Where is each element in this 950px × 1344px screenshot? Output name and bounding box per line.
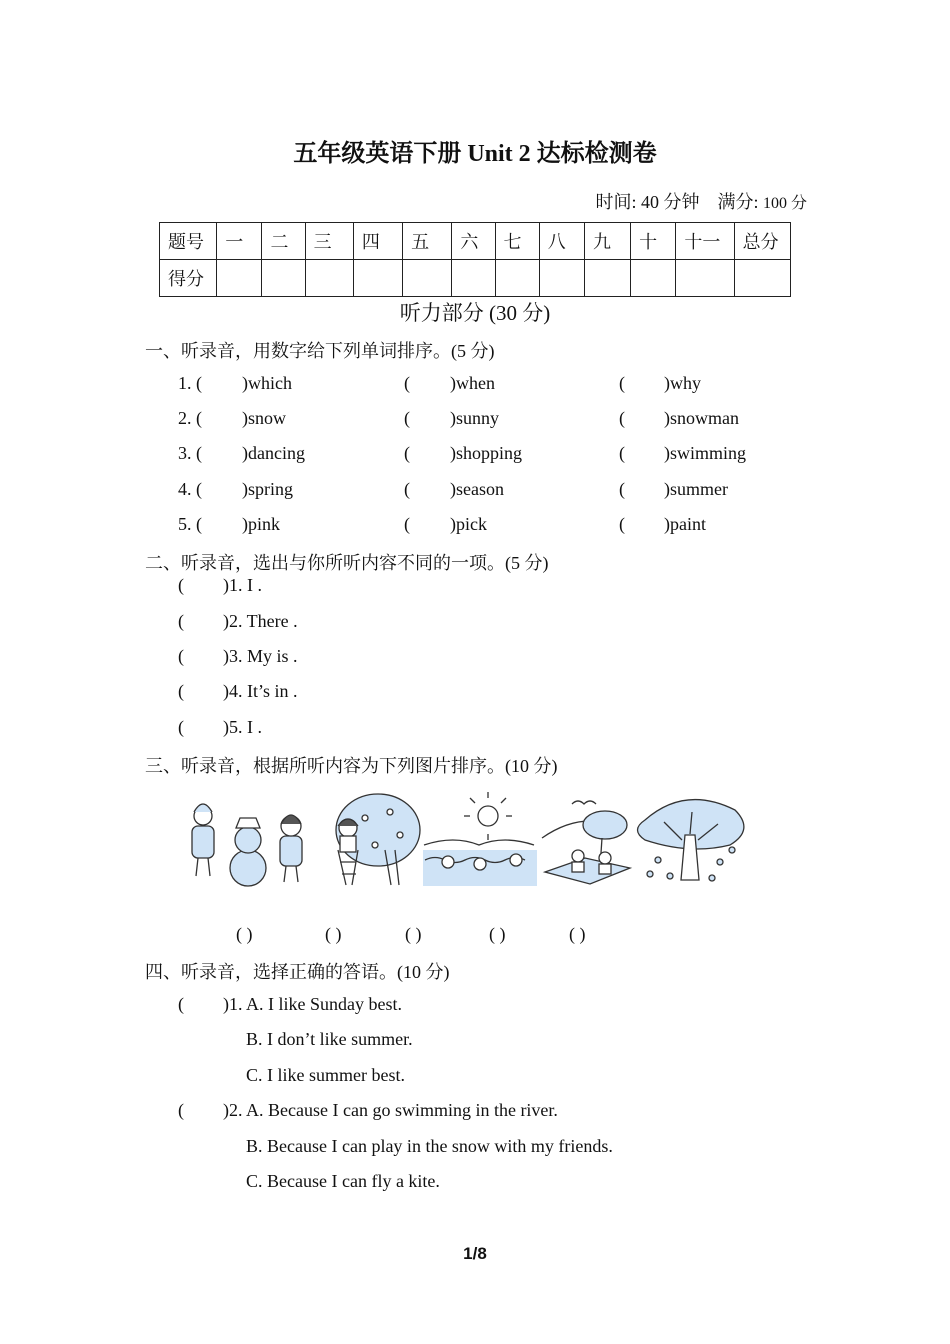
s1-row1-a: )which	[242, 373, 292, 393]
s4-q2-option-c: C. Because I can fly a kite.	[246, 1171, 440, 1191]
score-blank[interactable]	[676, 260, 734, 297]
score-blank[interactable]	[452, 260, 495, 297]
s1-row5-a: )pink	[242, 514, 280, 534]
page-title: 五年级英语下册 Unit 2 达标检测卷	[293, 141, 657, 167]
table-cell: 得分	[160, 260, 217, 297]
s1-row5-c: )paint	[664, 514, 706, 534]
s4-q1-option-b: B. I don’t like summer.	[246, 1029, 413, 1049]
s2-item-5: )5. I .	[223, 717, 262, 737]
s3-answer-bracket-4[interactable]: ( )	[489, 924, 506, 944]
s1-row1-c: )why	[664, 373, 701, 393]
autumn-tree-picture	[638, 800, 744, 881]
score-blank[interactable]	[584, 260, 630, 297]
s1-open-bracket: (	[619, 443, 625, 463]
s1-open-bracket: (	[404, 514, 410, 534]
score-blank[interactable]	[353, 260, 402, 297]
table-cell: 题号	[160, 223, 217, 260]
part-title: 听力部分 (30 分)	[399, 301, 551, 325]
s2-item-4: )4. It’s in .	[223, 681, 298, 701]
s1-open-bracket: (	[404, 443, 410, 463]
table-cell: 五	[403, 223, 452, 260]
table-cell: 十	[631, 223, 676, 260]
s1-row4-b: )season	[450, 479, 504, 499]
score-blank[interactable]	[631, 260, 676, 297]
score-blank[interactable]	[305, 260, 353, 297]
section-2-heading: 二、听录音，选出与你所听内容不同的一项。(5 分)	[145, 553, 549, 573]
s1-row3-b: )shopping	[450, 443, 522, 463]
s1-open-bracket: (	[619, 479, 625, 499]
section-1-heading: 一、听录音，用数字给下列单词排序。(5 分)	[145, 341, 495, 361]
full-score-value: 100 分	[762, 195, 807, 212]
s1-row1-b: )when	[450, 373, 495, 393]
table-cell: 三	[305, 223, 353, 260]
s2-open-bracket: (	[178, 611, 184, 631]
section-4-heading: 四、听录音，选择正确的答语。(10 分)	[145, 962, 450, 982]
s1-row1-num: 1. (	[178, 373, 202, 393]
s1-row2-a: )snow	[242, 408, 286, 428]
s3-answer-bracket-5[interactable]: ( )	[569, 924, 586, 944]
table-cell: 八	[539, 223, 584, 260]
s3-answer-bracket-2[interactable]: ( )	[325, 924, 342, 944]
s2-item-1: )1. I .	[223, 575, 262, 595]
s1-row3-c: )swimming	[664, 443, 747, 463]
picnic-picture	[542, 801, 630, 884]
s1-open-bracket: (	[404, 373, 410, 393]
s2-open-bracket: (	[178, 646, 184, 666]
winter-snowman-picture	[192, 804, 302, 886]
time-limit: 时间: 40 分钟	[595, 192, 700, 212]
table-cell: 二	[262, 223, 305, 260]
exam-meta	[595, 188, 807, 214]
table-cell: 十一	[676, 223, 734, 260]
full-score-label: 满分:	[717, 192, 759, 212]
s1-row5-b: )pick	[450, 514, 487, 534]
table-cell: 九	[584, 223, 630, 260]
s1-row2-num: 2. (	[178, 408, 202, 428]
page-number: 1/8	[463, 1244, 487, 1263]
s1-open-bracket: (	[619, 514, 625, 534]
score-blank[interactable]	[734, 260, 790, 297]
s1-row4-a: )spring	[242, 479, 293, 499]
s2-open-bracket: (	[178, 717, 184, 737]
swimming-picture	[423, 792, 537, 886]
s3-answer-bracket-1[interactable]: ( )	[236, 924, 253, 944]
s4-q2-option-a: )2. A. Because I can go swimming in the river.	[223, 1100, 558, 1120]
s1-row3-a: )dancing	[242, 443, 305, 463]
s1-open-bracket: (	[619, 373, 625, 393]
score-table-score-row	[160, 260, 791, 297]
score-table	[159, 222, 791, 297]
score-blank[interactable]	[262, 260, 305, 297]
s1-row2-b: )sunny	[450, 408, 499, 428]
table-cell: 一	[217, 223, 262, 260]
score-blank[interactable]	[217, 260, 262, 297]
score-blank[interactable]	[403, 260, 452, 297]
s4-q1-option-a: )1. A. I like Sunday best.	[223, 994, 402, 1014]
s2-open-bracket: (	[178, 681, 184, 701]
score-table-header-row	[160, 223, 791, 260]
s4-open-bracket: (	[178, 994, 184, 1014]
picking-fruit-picture	[336, 794, 420, 885]
s1-row4-c: )summer	[664, 479, 728, 499]
table-cell: 七	[495, 223, 539, 260]
s2-open-bracket: (	[178, 575, 184, 595]
s1-row5-num: 5. (	[178, 514, 202, 534]
s1-open-bracket: (	[404, 408, 410, 428]
s2-item-3: )3. My is .	[223, 646, 298, 666]
picture-strip	[180, 790, 745, 890]
s4-open-bracket: (	[178, 1100, 184, 1120]
s4-q1-option-c: C. I like summer best.	[246, 1065, 405, 1085]
table-cell: 六	[452, 223, 495, 260]
s1-row3-num: 3. (	[178, 443, 202, 463]
s1-row4-num: 4. (	[178, 479, 202, 499]
s1-open-bracket: (	[404, 479, 410, 499]
score-blank[interactable]	[539, 260, 584, 297]
table-cell: 总分	[734, 223, 790, 260]
s4-q2-option-b: B. Because I can play in the snow with my friends.	[246, 1136, 613, 1156]
s1-row2-c: )snowman	[664, 408, 739, 428]
s3-answer-bracket-3[interactable]: ( )	[405, 924, 422, 944]
score-blank[interactable]	[495, 260, 539, 297]
s1-open-bracket: (	[619, 408, 625, 428]
table-cell: 四	[353, 223, 402, 260]
s2-item-2: )2. There .	[223, 611, 298, 631]
section-3-heading: 三、听录音，根据所听内容为下列图片排序。(10 分)	[145, 756, 558, 776]
